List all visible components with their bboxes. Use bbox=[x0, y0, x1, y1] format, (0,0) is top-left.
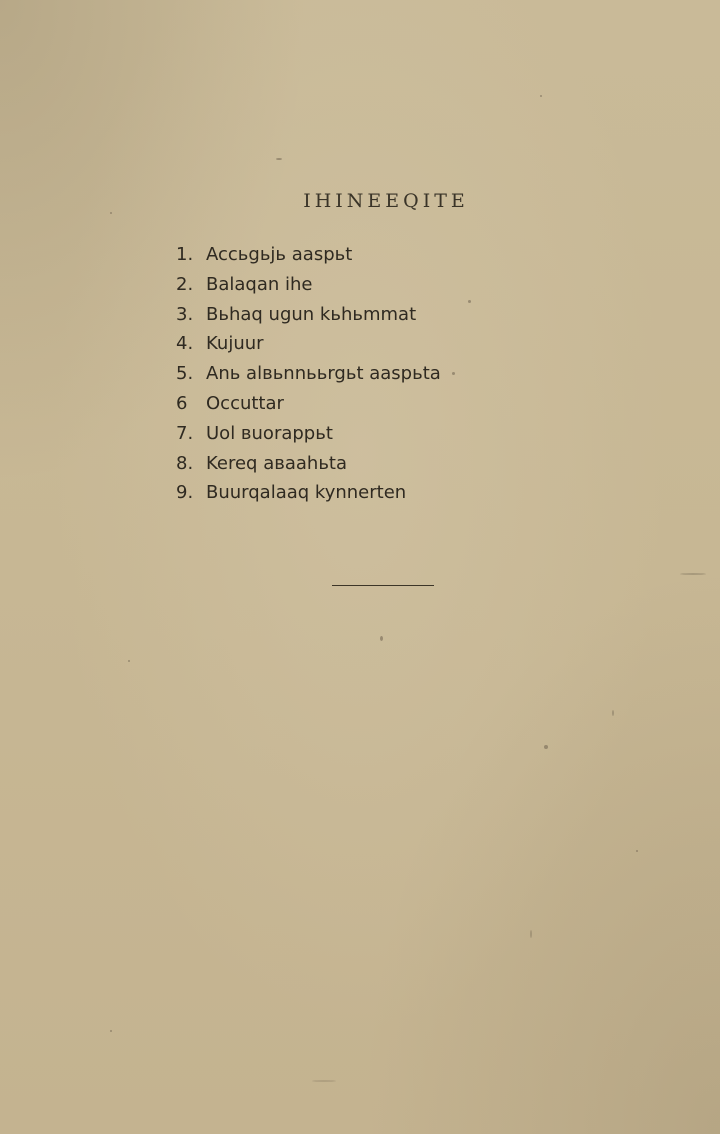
item-number: 6 bbox=[176, 392, 188, 414]
paper-speck bbox=[636, 850, 638, 852]
divider-rule bbox=[332, 585, 434, 586]
item-title: Kereq aвaahьta bbox=[206, 452, 348, 474]
paper-speck bbox=[276, 158, 282, 160]
paper-speck bbox=[110, 212, 112, 214]
contents-list bbox=[176, 240, 441, 508]
paper-speck bbox=[110, 1030, 112, 1032]
item-title: Balaqan ihe bbox=[206, 273, 313, 295]
paper-speck bbox=[680, 573, 706, 575]
list-item bbox=[176, 359, 441, 389]
item-number: 8. bbox=[176, 452, 194, 474]
list-item bbox=[176, 449, 441, 479]
item-title: Kujuur bbox=[206, 333, 264, 355]
item-title: Occuttar bbox=[206, 392, 284, 414]
paper-speck bbox=[612, 710, 614, 716]
item-number: 5. bbox=[176, 363, 194, 385]
item-number: 7. bbox=[176, 422, 194, 444]
paper-speck bbox=[380, 636, 383, 641]
list-item bbox=[176, 389, 441, 419]
contents-heading: IHINEEQITE bbox=[303, 190, 469, 212]
list-item bbox=[176, 419, 441, 449]
item-title: Uol вuorappьt bbox=[206, 422, 333, 444]
item-title: Accьgьjь aaspьt bbox=[206, 244, 353, 265]
list-item bbox=[176, 329, 441, 359]
item-number: 3. bbox=[176, 303, 194, 325]
item-number: 1. bbox=[176, 244, 194, 265]
paper-speck bbox=[540, 95, 542, 97]
item-title: Anь alвьnnььrgьt aaspьta bbox=[206, 363, 441, 385]
item-number: 9. bbox=[176, 482, 194, 504]
paper-speck bbox=[530, 930, 532, 938]
paper-speck bbox=[544, 745, 548, 749]
paper-speck bbox=[468, 300, 471, 303]
list-item bbox=[176, 270, 441, 300]
item-title: Bьhaq ugun kьhьmmat bbox=[206, 303, 417, 325]
list-item bbox=[176, 240, 441, 270]
item-title: Buurqalaaq kynnerten bbox=[206, 482, 407, 504]
list-item bbox=[176, 300, 441, 330]
item-number: 2. bbox=[176, 273, 194, 295]
list-item bbox=[176, 478, 441, 508]
item-number: 4. bbox=[176, 333, 194, 355]
paper-speck bbox=[312, 1080, 336, 1082]
paper-speck bbox=[452, 372, 455, 375]
paper-speck bbox=[128, 660, 130, 662]
